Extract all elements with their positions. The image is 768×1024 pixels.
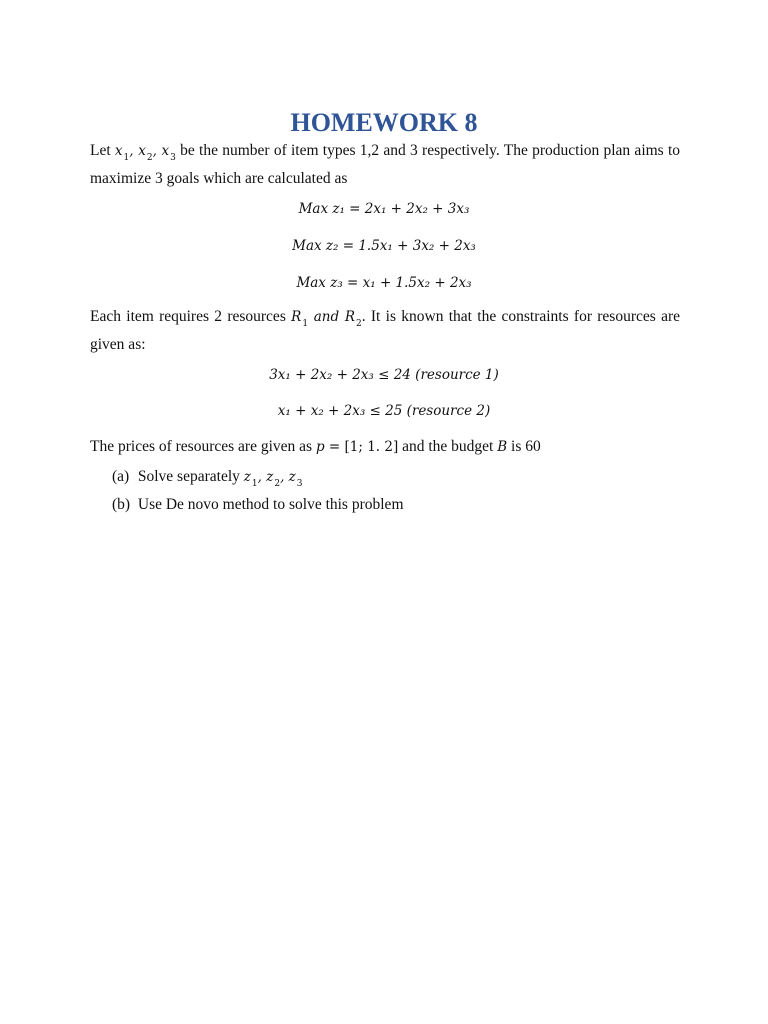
list-item xyxy=(112,492,672,518)
constraint-resource-2-text: x₁ + x₂ + 2x₃ ≤ 25 (resource 2) xyxy=(277,403,491,419)
prices-text-start: The prices of resources are given as xyxy=(90,438,313,455)
constraint-resource-1-text: 3x₁ + 2x₂ + 2x₃ ≤ 24 (resource 1) xyxy=(269,367,499,383)
objectives-list: $z_1$, $z_2$, $z_3$ xyxy=(243,469,303,489)
list-marker: (b) xyxy=(112,496,131,513)
constraint-resource-1 xyxy=(0,364,768,386)
list-item-text: Solve separately xyxy=(137,468,240,485)
prices-paragraph xyxy=(90,434,680,460)
price-vector: p = [1; 1. 2] xyxy=(315,439,399,455)
resources-text-start: Each item requires 2 resources xyxy=(90,308,286,325)
prices-text-end: is 60 xyxy=(511,438,541,455)
resources-paragraph xyxy=(90,304,680,358)
question-list xyxy=(112,464,672,518)
prices-text-middle: and the budget xyxy=(402,438,494,455)
page-title: HOMEWORK 8 xyxy=(290,108,478,137)
resource-symbols: $R_1$ and $R_2$ xyxy=(291,309,362,329)
objective-z2 xyxy=(0,235,768,257)
list-marker: (a) xyxy=(112,468,130,485)
objective-z1 xyxy=(0,198,768,220)
decision-variables: $x_1$, $x_2$, $x_3$ xyxy=(114,143,176,163)
objective-z2-text: Max z₂ = 1.5x₁ + 3x₂ + 2x₃ xyxy=(292,238,476,254)
resources-text-end: . It is known that the constraints for resources are given as: xyxy=(90,308,680,353)
budget-symbol: B xyxy=(497,439,508,455)
constraint-resource-2 xyxy=(0,400,768,422)
intro-text-end: be the number of item types 1,2 and 3 respectively. The production plan aims to maximize 3 goals which are calculated as xyxy=(90,142,681,187)
objective-z3-text: Max z₃ = x₁ + 1.5x₂ + 2x₃ xyxy=(296,275,472,291)
objective-z3 xyxy=(0,272,768,294)
objective-z1-text: Max z₁ = 2x₁ + 2x₂ + 3x₃ xyxy=(298,201,470,217)
intro-paragraph xyxy=(90,138,680,192)
list-item xyxy=(112,464,672,492)
list-item-text: Use De novo method to solve this problem xyxy=(137,496,404,513)
intro-text-start: Let xyxy=(90,142,111,159)
